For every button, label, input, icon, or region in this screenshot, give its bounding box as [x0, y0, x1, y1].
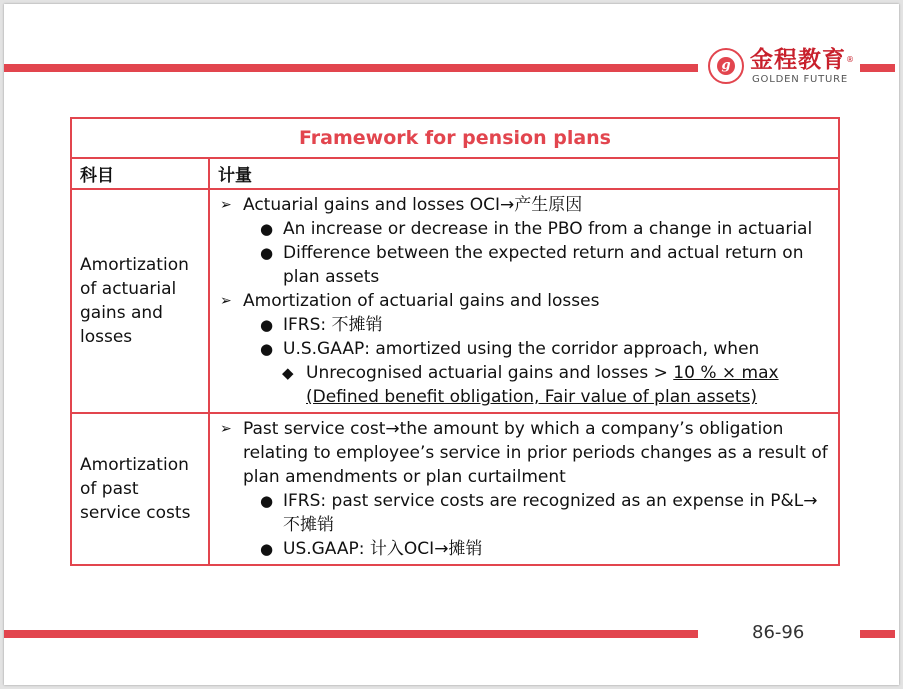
list-item: ● U.S.GAAP: amortized using the corridor approach, when — [260, 339, 760, 359]
arrow-bullet-icon: ➢ — [220, 197, 232, 213]
subject-line: service costs — [80, 503, 191, 523]
table-row — [71, 189, 839, 413]
dot-bullet-icon: ● — [260, 492, 274, 510]
subject-line: Amortization — [80, 455, 189, 475]
top-accent-bar-right — [860, 64, 895, 72]
logo-english-name: GOLDEN FUTURE — [752, 74, 849, 85]
list-item: ◆ Unrecognised actuarial gains and losses > 10 % × max (Defined benefit obligation, Fair value of plan assets) — [282, 363, 779, 407]
logo-emblem-icon — [708, 48, 744, 84]
subject-cell — [71, 189, 209, 413]
golden-future-logo — [706, 46, 856, 90]
subject-cell — [71, 413, 209, 565]
column-header-measurement: 计量 — [209, 158, 839, 189]
list-item: ➢ Actuarial gains and losses OCI→产生原因 — [220, 195, 583, 215]
subject-line: gains and — [80, 303, 163, 323]
dot-bullet-icon: ● — [260, 220, 274, 238]
dot-bullet-icon: ● — [260, 340, 274, 358]
logo-chinese-name: 金程教育® — [750, 47, 855, 73]
list-item: ● IFRS: past service costs are recognized as an expense in P&L→不摊销 — [260, 491, 818, 535]
table-row — [71, 413, 839, 565]
page-number: 86-96 — [752, 622, 805, 643]
diamond-bullet-icon: ◆ — [282, 364, 294, 382]
list-item: ● Difference between the expected return and actual return on plan assets — [260, 243, 804, 287]
measurement-cell — [209, 189, 839, 413]
subject-line: of past — [80, 479, 139, 499]
list-item: ● US.GAAP: 计入OCI→摊销 — [260, 539, 483, 559]
subject-line: of actuarial — [80, 279, 177, 299]
logo-emblem-mark: g — [717, 57, 735, 75]
list-item: ➢ Amortization of actuarial gains and losses — [220, 291, 600, 311]
pension-framework-table — [70, 117, 840, 566]
arrow-bullet-icon: ➢ — [220, 293, 232, 309]
dot-bullet-icon: ● — [260, 244, 274, 262]
dot-bullet-icon: ● — [260, 316, 274, 334]
arrow-bullet-icon: ➢ — [220, 421, 232, 437]
subject-line: Amortization — [80, 255, 189, 275]
list-item: ● IFRS: 不摊销 — [260, 315, 383, 335]
bottom-accent-bar — [4, 630, 698, 638]
list-item: ➢ Past service cost→the amount by which a company’s obligation relating to employee’s service in prior periods changes as a result of plan amendments or plan curtailment — [220, 419, 828, 487]
subject-line: losses — [80, 327, 133, 347]
measurement-cell — [209, 413, 839, 565]
column-header-subject: 科目 — [71, 158, 209, 189]
list-item: ● An increase or decrease in the PBO from a change in actuarial — [260, 219, 813, 239]
dot-bullet-icon: ● — [260, 540, 274, 558]
bottom-accent-bar-right — [860, 630, 895, 638]
top-accent-bar — [4, 64, 698, 72]
table-title: Framework for pension plans — [71, 118, 839, 158]
